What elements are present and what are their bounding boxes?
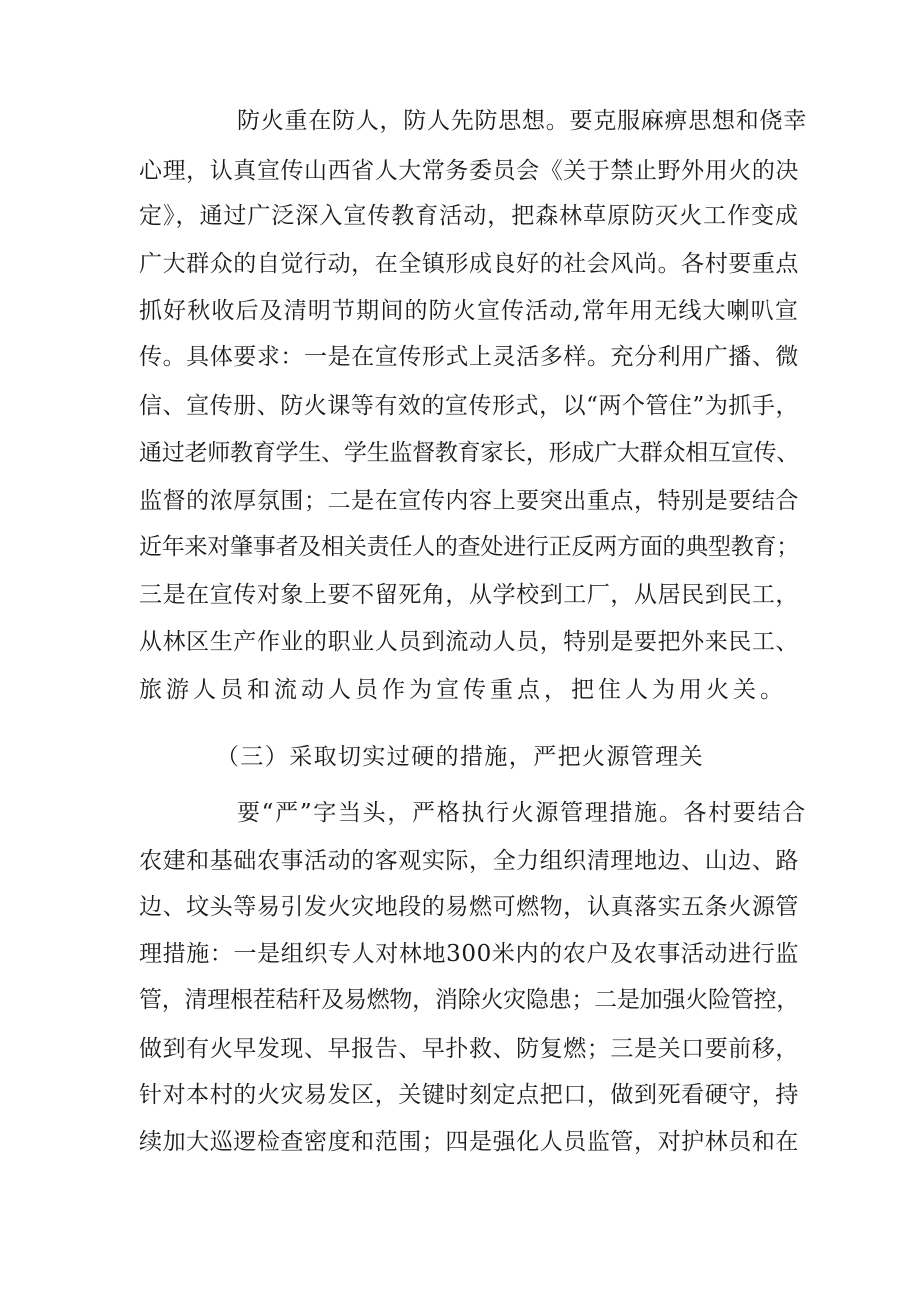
text-line: 针对本村的火灾易发区，关键时刻定点把口，做到死看硬守，持 xyxy=(139,1082,799,1108)
text-line: 要“严”字当头，严格执行火源管理措施。各村要结合 xyxy=(237,800,807,826)
text-line: 管，清理根茬秸秆及易燃物，消除火灾隐患；二是加强火险管控， xyxy=(139,987,799,1013)
text-line: 监督的浓厚氛围；二是在宣传内容上要突出重点，特别是要结合 xyxy=(139,488,799,514)
text-line: 续加大巡逻检查密度和范围；四是强化人员监管，对护林员和在 xyxy=(139,1129,799,1155)
text-line: 农建和基础农事活动的客观实际，全力组织清理地边、山边、路 xyxy=(139,848,799,874)
text-line: 抓好秋收后及清明节期间的防火宣传活动,常年用无线大喇叭宣 xyxy=(139,298,799,324)
text-line: 广大群众的自觉行动，在全镇形成良好的社会风尚。各村要重点 xyxy=(139,251,799,277)
text-line: 从林区生产作业的职业人员到流动人员，特别是要把外来民工、 xyxy=(139,629,799,655)
section-heading: （三）采取切实过硬的措施，严把火源管理关 xyxy=(216,744,704,770)
text-line: 定》，通过广泛深入宣传教育活动，把森林草原防灭火工作变成 xyxy=(139,203,799,229)
text-line: 做到有火早发现、早报告、早扑救、防复燃；三是关口要前移， xyxy=(139,1036,799,1062)
text-line: 通过老师教育学生、学生监督教育家长，形成广大群众相互宣传、 xyxy=(139,440,799,466)
text-line: 三是在宣传对象上要不留死角，从学校到工厂，从居民到民工， xyxy=(139,582,799,608)
text-line: 信、宣传册、防火课等有效的宣传形式，以“两个管住”为抓手， xyxy=(139,393,799,419)
text-line: 心理，认真宣传山西省人大常务委员会《关于禁止野外用火的决 xyxy=(139,158,799,184)
text-line: 近年来对肇事者及相关责任人的查处进行正反两方面的典型教育； xyxy=(139,534,799,560)
text-line: 边、坟头等易引发火灾地段的易燃可燃物，认真落实五条火源管 xyxy=(139,894,799,920)
text-line: 防火重在防人，防人先防思想。要克服麻痹思想和侥幸 xyxy=(237,108,807,134)
text-line: 理措施：一是组织专人对林地300米内的农户及农事活动进行监 xyxy=(139,941,799,967)
text-line: 传。具体要求：一是在宣传形式上灵活多样。充分利用广播、微 xyxy=(139,344,799,370)
text-line: 旅游人员和流动人员作为宣传重点，把住人为用火关。 xyxy=(139,677,787,703)
